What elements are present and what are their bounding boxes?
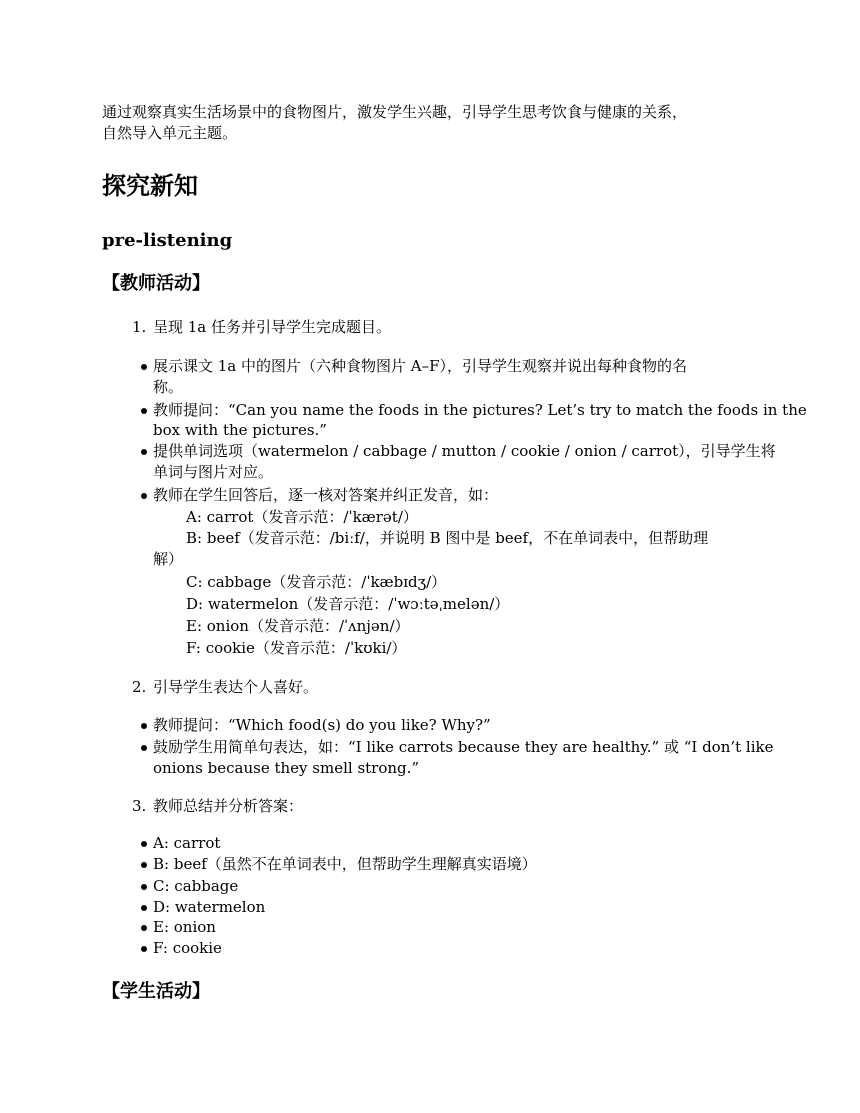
- step-3-bullet-3: C: cabbage: [153, 877, 239, 895]
- step-3-bullet-1: A: carrot: [153, 834, 221, 852]
- bullet-dot: [141, 946, 147, 952]
- student-activity-heading: 【学生活动】: [102, 981, 210, 1002]
- bullet-dot: [141, 449, 147, 455]
- step-2-bullet-2-line-1: 鼓励学生用简单句表达，如：“I like carrots because they are healthy.” 或 “I don’t like: [153, 738, 774, 756]
- bullet-dot: [141, 905, 147, 911]
- answer-c: C: cabbage（发音示范：/ˈkæbɪdʒ/）: [186, 573, 447, 591]
- bullet-dot: [141, 364, 147, 370]
- intro-line-2: 自然导入单元主题。: [102, 124, 238, 142]
- step-1-bullet-1-line-1: 展示课文 1a 中的图片（六种食物图片 A–F），引导学生观察并说出每种食物的名: [153, 357, 688, 375]
- step-3-bullet-4: D: watermelon: [153, 898, 266, 916]
- step-1-bullet-4-line-1: 教师在学生回答后，逐一核对答案并纠正发音，如：: [153, 486, 499, 504]
- answer-e: E: onion（发音示范：/ˈʌnjən/）: [186, 617, 410, 635]
- step-1-bullet-1-line-2: 称。: [153, 378, 184, 396]
- bullet-dot: [141, 493, 147, 499]
- step-2-text: 引导学生表达个人喜好。: [153, 678, 319, 696]
- answer-a: A: carrot（发音示范：/ˈkærət/）: [186, 508, 418, 526]
- intro-line-1: 通过观察真实生活场景中的食物图片，激发学生兴趣，引导学生思考饮食与健康的关系，: [102, 103, 688, 121]
- step-1-bullet-3-line-1: 提供单词选项（watermelon / cabbage / mutton / cookie / onion / carrot），引导学生将: [153, 442, 776, 460]
- teacher-activity-heading: 【教师活动】: [102, 273, 210, 294]
- bullet-dot: [141, 841, 147, 847]
- step-2-bullet-1-line-1: 教师提问：“Which food(s) do you like? Why?”: [153, 716, 491, 734]
- step-1-number: 1.: [132, 318, 147, 336]
- bullet-dot: [141, 408, 147, 414]
- step-1-text: 呈现 1a 任务并引导学生完成题目。: [153, 318, 392, 336]
- step-3-bullet-6: F: cookie: [153, 939, 222, 957]
- step-1-bullet-2-line-2: box with the pictures.”: [153, 421, 327, 439]
- subsection-title: pre-listening: [102, 230, 233, 251]
- step-3-bullet-5: E: onion: [153, 918, 216, 936]
- answer-d: D: watermelon（发音示范：/ˈwɔːtəˌmelən/）: [186, 595, 510, 613]
- bullet-dot: [141, 745, 147, 751]
- section-title: 探究新知: [102, 171, 198, 200]
- step-3-bullet-2: B: beef（虽然不在单词表中，但帮助学生理解真实语境）: [153, 855, 537, 873]
- step-1-bullet-3-line-2: 单词与图片对应。: [153, 463, 274, 481]
- step-2-bullet-2-line-2: onions because they smell strong.”: [153, 759, 420, 777]
- answer-b-line-1: B: beef（发音示范：/biːf/，并说明 B 图中是 beef，不在单词表中，但帮助理: [186, 529, 709, 547]
- bullet-dot: [141, 723, 147, 729]
- answer-b-line-2: 解）: [153, 550, 184, 568]
- step-3-text: 教师总结并分析答案：: [153, 797, 304, 815]
- bullet-dot: [141, 925, 147, 931]
- bullet-dot: [141, 884, 147, 890]
- bullet-dot: [141, 862, 147, 868]
- step-3-number: 3.: [132, 797, 147, 815]
- step-2-number: 2.: [132, 678, 147, 696]
- step-1-bullet-2-line-1: 教师提问：“Can you name the foods in the pictures? Let’s try to match the foods in the: [153, 401, 807, 419]
- answer-f: F: cookie（发音示范：/ˈkʊki/）: [186, 639, 407, 657]
